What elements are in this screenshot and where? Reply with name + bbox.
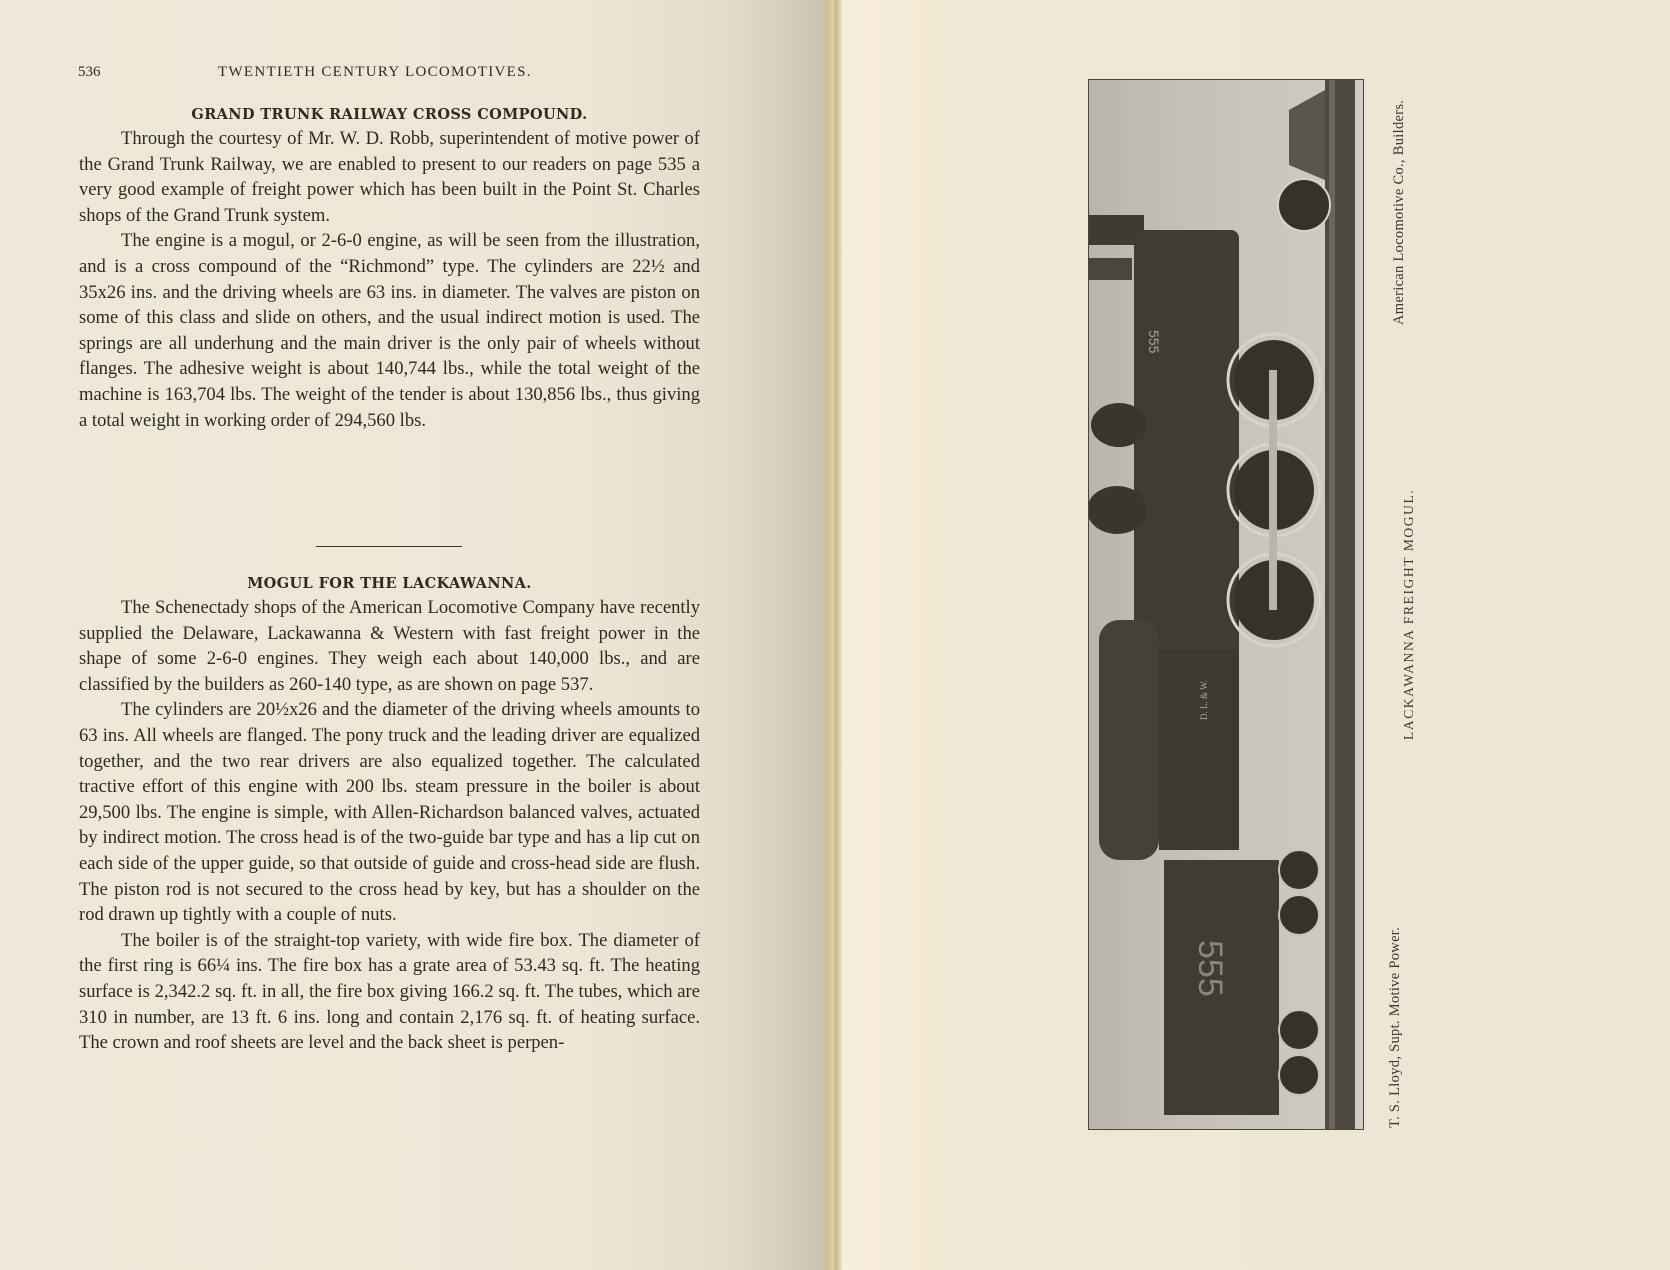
section-heading: GRAND TRUNK RAILWAY CROSS COMPOUND. bbox=[191, 106, 588, 123]
page-number: 536 bbox=[78, 64, 101, 80]
svg-text:555: 555 bbox=[1146, 330, 1162, 354]
locomotive-illustration-icon bbox=[1089, 80, 1363, 1129]
locomotive-photo bbox=[1088, 79, 1364, 1130]
photo-caption-builders: American Locomotive Co., Builders. bbox=[1391, 99, 1407, 325]
photo-caption-credit: T. S. Lloyd, Supt. Motive Power. bbox=[1387, 926, 1403, 1128]
paragraph: The cylinders are 20½x26 and the diameter of the driving wheels amounts to 63 ins. All wheels are flanged. The pony truck and the leading driver are equalized together, and the two rear drivers are also equalized together. The calculated tractive effort of this engine with 200 lbs. steam pressure in the boiler is about 29,500 lbs. The engine is simple, with Allen-Richardson balanced valves, actuated by indirect motion. The cross head is of the two-guide bar type and has a lip cut on each side of the upper guide, so that outside of guide and cross-head side are flush. The piston rod is not secured to the cross head by key, but has a shoulder on the rod drawn up tightly with a couple of nuts. bbox=[79, 699, 700, 926]
running-head bbox=[78, 64, 718, 86]
svg-text:D. L. & W.: D. L. & W. bbox=[1199, 679, 1209, 720]
book-gutter bbox=[826, 0, 842, 1270]
paragraph: The engine is a mogul, or 2-6-0 engine, as will be seen from the illustration, and is a cross compound of the “Richmond” type. The cylinders are 22½ and 35x26 ins. and the driving wheels are 63 ins. in diameter. The valves are piston on some of this class and slide on others, and the usual indirect motion is used. The springs are all underhung and the main driver is the only pair of wheels without flanges. The adhesive weight is about 140,744 lbs., while the total weight of the machine is 163,704 lbs. The weight of the tender is about 130,856 lbs., thus giving a total weight in working order of 294,560 lbs. bbox=[79, 230, 700, 431]
paragraph: Through the courtesy of Mr. W. D. Robb, superintendent of motive power of the Grand Trunk Railway, we are enabled to present to our readers on page 535 a very good example of freight power which has been built in the Point St. Charles shops of the Grand Trunk system. bbox=[79, 128, 700, 226]
paragraph: The Schenectady shops of the American Locomotive Company have recently supplied the Delaware, Lackawanna & Western with fast freight power in the shape of some 2-6-0 engines. They weigh each about 140,000 lbs., and are classified by the builders as 260-140 type, as are shown on page 537. bbox=[79, 597, 700, 695]
book-title: TWENTIETH CENTURY LOCOMOTIVES. bbox=[218, 64, 532, 80]
section-divider bbox=[316, 546, 462, 547]
article-lackawanna-mogul bbox=[79, 573, 700, 1056]
photo-caption-title: LACKAWANNA FREIGHT MOGUL. bbox=[1401, 488, 1416, 740]
article-grand-trunk bbox=[79, 104, 700, 433]
paragraph: The boiler is of the straight-top variety, with wide fire box. The diameter of the first ring is 66¼ ins. The fire box has a grate area of 53.43 sq. ft. The heating surface is 2,342.2 sq. ft. in all, the fire box giving 166.2 sq. ft. The tubes, which are 310 in number, are 13 ft. 6 ins. long and contain 2,176 sq. ft. of heating surface. The crown and roof sheets are level and the back sheet is perpen- bbox=[79, 929, 700, 1054]
section-heading: MOGUL FOR THE LACKAWANNA. bbox=[247, 575, 532, 592]
svg-text:555: 555 bbox=[1191, 940, 1229, 997]
